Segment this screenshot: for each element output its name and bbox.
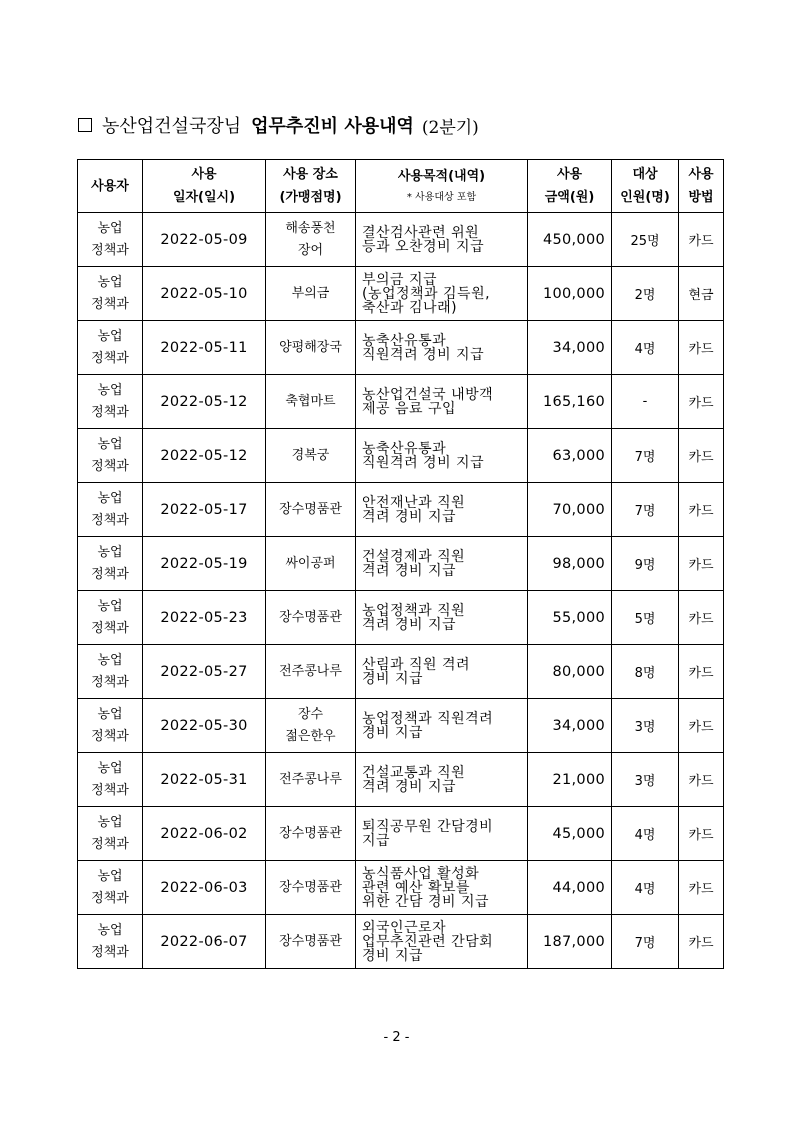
cell-user: 농업 정책과 xyxy=(78,213,143,267)
cell-place: 장수명품관 xyxy=(266,861,356,915)
cell-people: 7명 xyxy=(612,483,679,537)
header-purpose: 사용목적(내역) * 사용대상 포함 xyxy=(356,160,528,213)
cell-user: 농업 정책과 xyxy=(78,861,143,915)
cell-place: 해송풍천 장어 xyxy=(266,213,356,267)
cell-method: 카드 xyxy=(679,213,724,267)
table-header-row xyxy=(78,160,724,213)
table-row xyxy=(78,213,724,267)
cell-purpose: 안전재난과 직원 격려 경비 지급 xyxy=(356,483,528,537)
cell-people: 9명 xyxy=(612,537,679,591)
cell-method: 카드 xyxy=(679,537,724,591)
document-title xyxy=(78,112,479,138)
cell-place: 장수명품관 xyxy=(266,915,356,969)
cell-method: 카드 xyxy=(679,807,724,861)
cell-user: 농업 정책과 xyxy=(78,537,143,591)
cell-user: 농업 정책과 xyxy=(78,915,143,969)
cell-people: 5명 xyxy=(612,591,679,645)
cell-date: 2022-05-11 xyxy=(143,321,266,375)
cell-purpose: 외국인근로자 업무추진관련 간담회 경비 지급 xyxy=(356,915,528,969)
cell-place: 축협마트 xyxy=(266,375,356,429)
cell-user: 농업 정책과 xyxy=(78,807,143,861)
cell-purpose: 퇴직공무원 간담경비 지급 xyxy=(356,807,528,861)
cell-method: 카드 xyxy=(679,483,724,537)
cell-place: 장수명품관 xyxy=(266,807,356,861)
cell-date: 2022-05-30 xyxy=(143,699,266,753)
cell-amount: 21,000 xyxy=(528,753,612,807)
cell-date: 2022-06-03 xyxy=(143,861,266,915)
header-place: 사용 장소 (가맹점명) xyxy=(266,160,356,213)
cell-amount: 63,000 xyxy=(528,429,612,483)
header-amount: 사용 금액(원) xyxy=(528,160,612,213)
cell-purpose: 건설교통과 직원 격려 경비 지급 xyxy=(356,753,528,807)
cell-user: 농업 정책과 xyxy=(78,267,143,321)
cell-place: 장수명품관 xyxy=(266,591,356,645)
header-method: 사용 방법 xyxy=(679,160,724,213)
cell-place: 양평해장국 xyxy=(266,321,356,375)
cell-date: 2022-05-17 xyxy=(143,483,266,537)
cell-people: 7명 xyxy=(612,429,679,483)
cell-amount: 98,000 xyxy=(528,537,612,591)
cell-user: 농업 정책과 xyxy=(78,645,143,699)
cell-amount: 34,000 xyxy=(528,699,612,753)
cell-date: 2022-05-31 xyxy=(143,753,266,807)
title-suffix: (2분기) xyxy=(421,117,479,138)
cell-date: 2022-05-09 xyxy=(143,213,266,267)
cell-method: 카드 xyxy=(679,699,724,753)
cell-people: 4명 xyxy=(612,807,679,861)
cell-user: 농업 정책과 xyxy=(78,375,143,429)
cell-date: 2022-05-19 xyxy=(143,537,266,591)
table-row xyxy=(78,915,724,969)
cell-date: 2022-05-10 xyxy=(143,267,266,321)
cell-place: 장수명품관 xyxy=(266,483,356,537)
cell-people: 3명 xyxy=(612,699,679,753)
cell-place: 경복궁 xyxy=(266,429,356,483)
cell-people: 4명 xyxy=(612,861,679,915)
cell-method: 카드 xyxy=(679,429,724,483)
table-row xyxy=(78,429,724,483)
cell-method: 카드 xyxy=(679,321,724,375)
cell-people: 25명 xyxy=(612,213,679,267)
cell-people: 3명 xyxy=(612,753,679,807)
cell-method: 카드 xyxy=(679,375,724,429)
cell-date: 2022-05-27 xyxy=(143,645,266,699)
cell-people: 2명 xyxy=(612,267,679,321)
cell-amount: 100,000 xyxy=(528,267,612,321)
cell-amount: 44,000 xyxy=(528,861,612,915)
cell-date: 2022-05-23 xyxy=(143,591,266,645)
cell-amount: 187,000 xyxy=(528,915,612,969)
cell-amount: 45,000 xyxy=(528,807,612,861)
table-row xyxy=(78,699,724,753)
cell-amount: 70,000 xyxy=(528,483,612,537)
cell-method: 카드 xyxy=(679,861,724,915)
cell-date: 2022-06-02 xyxy=(143,807,266,861)
cell-date: 2022-06-07 xyxy=(143,915,266,969)
cell-amount: 80,000 xyxy=(528,645,612,699)
page-number: - 2 - xyxy=(383,1030,410,1045)
table-row xyxy=(78,267,724,321)
title-main: 업무추진비 사용내역 xyxy=(251,116,414,137)
header-user: 사용자 xyxy=(78,160,143,213)
cell-method: 카드 xyxy=(679,915,724,969)
cell-user: 농업 정책과 xyxy=(78,483,143,537)
cell-people: 8명 xyxy=(612,645,679,699)
cell-date: 2022-05-12 xyxy=(143,429,266,483)
table-row xyxy=(78,861,724,915)
cell-method: 카드 xyxy=(679,591,724,645)
cell-place: 전주콩나루 xyxy=(266,645,356,699)
table-row xyxy=(78,537,724,591)
table-row xyxy=(78,753,724,807)
cell-place: 싸이공퍼 xyxy=(266,537,356,591)
cell-place: 부의금 xyxy=(266,267,356,321)
table-row xyxy=(78,375,724,429)
title-prefix: 농산업건설국장님 xyxy=(102,116,242,137)
cell-purpose: 농산업건설국 내방객 제공 음료 구입 xyxy=(356,375,528,429)
table-row xyxy=(78,321,724,375)
header-people: 대상 인원(명) xyxy=(612,160,679,213)
cell-amount: 34,000 xyxy=(528,321,612,375)
cell-purpose: 농축산유통과 직원격려 경비 지급 xyxy=(356,429,528,483)
cell-amount: 450,000 xyxy=(528,213,612,267)
cell-user: 농업 정책과 xyxy=(78,321,143,375)
cell-method: 현금 xyxy=(679,267,724,321)
cell-date: 2022-05-12 xyxy=(143,375,266,429)
cell-people: - xyxy=(612,375,679,429)
cell-amount: 165,160 xyxy=(528,375,612,429)
cell-method: 카드 xyxy=(679,753,724,807)
cell-purpose: 산림과 직원 격려 경비 지급 xyxy=(356,645,528,699)
cell-purpose: 부의금 지급 (농업정책과 김득원, 축산과 김나래) xyxy=(356,267,528,321)
table-row xyxy=(78,591,724,645)
cell-people: 4명 xyxy=(612,321,679,375)
cell-place: 전주콩나루 xyxy=(266,753,356,807)
header-date: 사용 일자(일시) xyxy=(143,160,266,213)
cell-purpose: 농축산유통과 직원격려 경비 지급 xyxy=(356,321,528,375)
cell-purpose: 농식품사업 활성화 관련 예산 확보를 위한 간담 경비 지급 xyxy=(356,861,528,915)
cell-purpose: 건설경제과 직원 격려 경비 지급 xyxy=(356,537,528,591)
cell-user: 농업 정책과 xyxy=(78,591,143,645)
expense-table xyxy=(77,159,724,969)
cell-purpose: 결산검사관련 위원 등과 오찬경비 지급 xyxy=(356,213,528,267)
cell-people: 7명 xyxy=(612,915,679,969)
cell-amount: 55,000 xyxy=(528,591,612,645)
table-row xyxy=(78,483,724,537)
cell-user: 농업 정책과 xyxy=(78,753,143,807)
cell-purpose: 농업정책과 직원 격려 경비 지급 xyxy=(356,591,528,645)
table-row xyxy=(78,807,724,861)
cell-method: 카드 xyxy=(679,645,724,699)
cell-user: 농업 정책과 xyxy=(78,699,143,753)
cell-user: 농업 정책과 xyxy=(78,429,143,483)
cell-place: 장수 젊은한우 xyxy=(266,699,356,753)
cell-purpose: 농업정책과 직원격려 경비 지급 xyxy=(356,699,528,753)
table-row xyxy=(78,645,724,699)
checkbox-square-icon xyxy=(78,118,92,132)
